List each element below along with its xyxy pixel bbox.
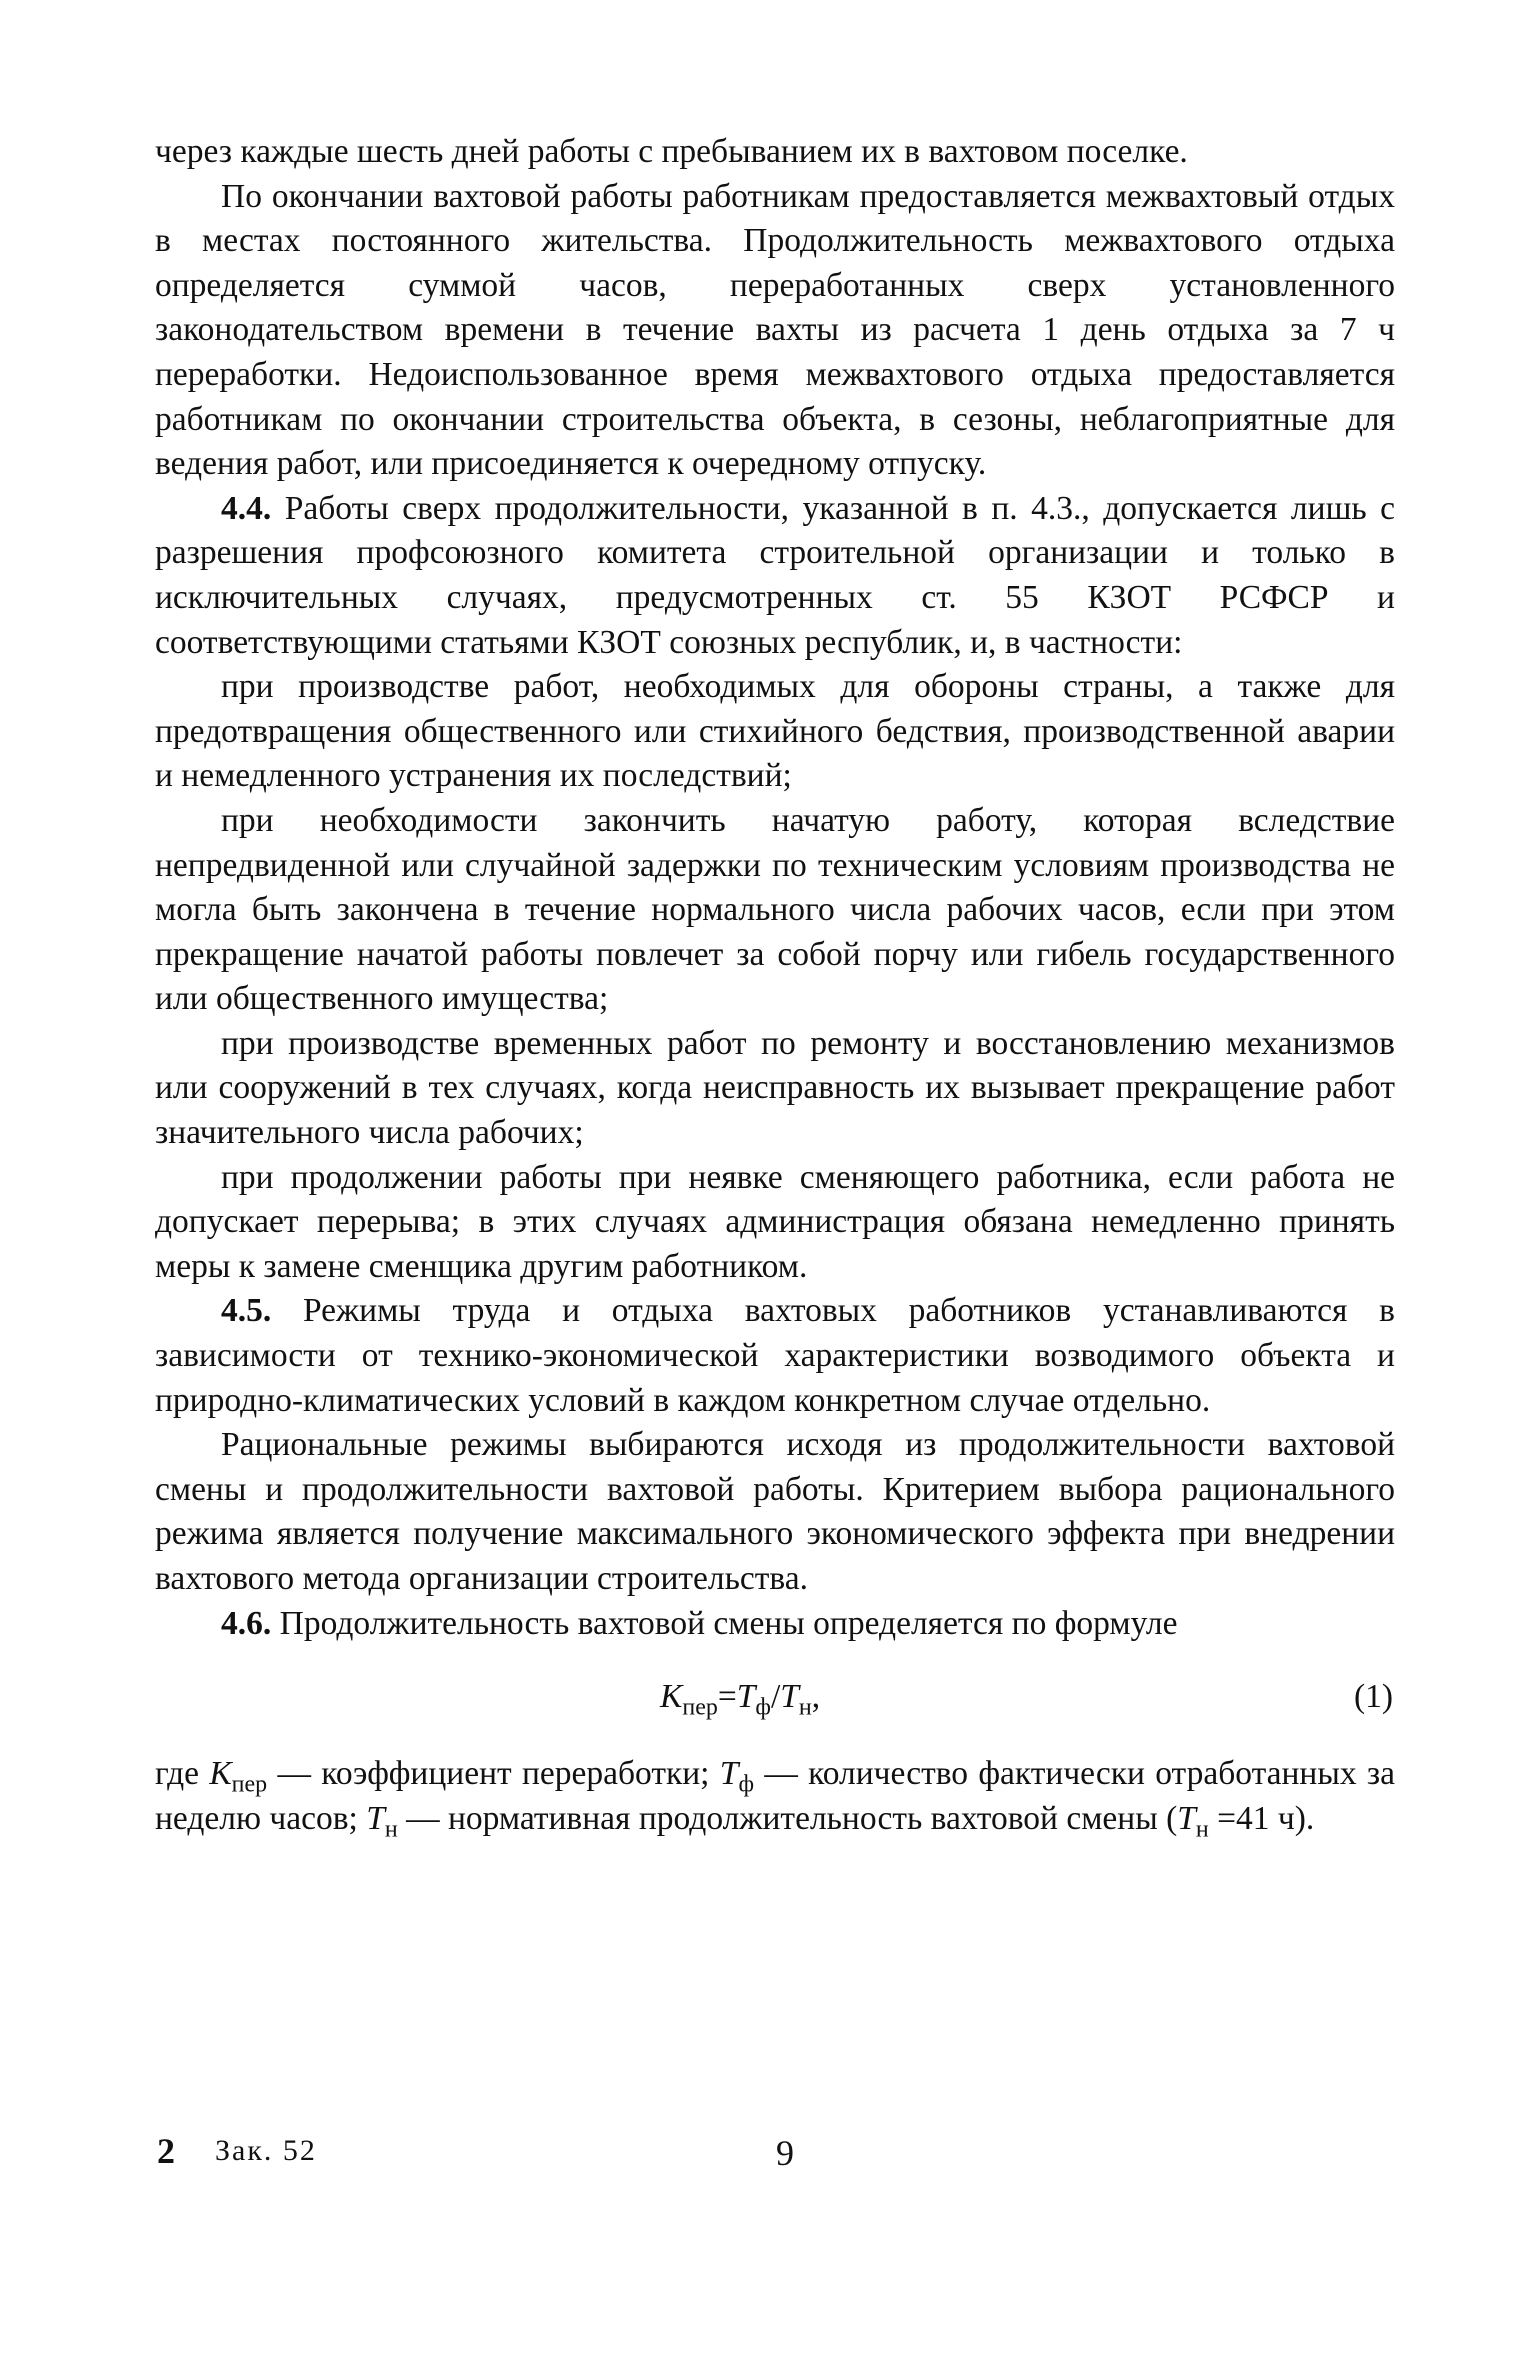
legend-tn-symbol: T — [366, 1799, 385, 1837]
paragraph-repair-works — [155, 1022, 1395, 1156]
section-number: 4.4. — [221, 489, 272, 527]
paragraph-rational-modes — [155, 1423, 1395, 1601]
paragraph-4-4 — [155, 487, 1395, 665]
legend-tf-description: — количество фактически отработанных за неделю часов; — [155, 1755, 1396, 1837]
paragraph-unfinished-work — [155, 799, 1395, 1022]
formula-k-symbol: K — [660, 1678, 683, 1716]
paragraph-text: Режимы труда и отдыха вахтовых работников устанавливаются в зависимости от технико-экономической характеристики возводимого объекта и природно-климатических условий в каждом конкретном случае отдельно. — [155, 1292, 1395, 1419]
formula-expression — [660, 1678, 821, 1721]
formula-legend — [155, 1752, 1395, 1841]
document-page — [155, 130, 1395, 1841]
legend-where: где — [155, 1755, 199, 1793]
equation-number: (1) — [1353, 1678, 1393, 1716]
formula-tn-subscript: н — [798, 1694, 812, 1721]
paragraph-text: Рациональные режимы выбираются исходя из продолжительности вахтовой смены и продолжительности вахтовой работы. Критерием выбора рационального режима является получение максимального экономического эффекта при внедрении вахтового метода организации строительства. — [155, 1426, 1395, 1597]
formula-slash: / — [770, 1678, 781, 1716]
paragraph-4-5 — [155, 1289, 1395, 1423]
legend-tf-symbol: T — [719, 1755, 739, 1793]
legend-tn2-subscript: н — [1195, 1816, 1209, 1843]
legend-tf-subscript: ф — [738, 1771, 754, 1798]
formula-comma: , — [811, 1678, 821, 1716]
legend-tn2-symbol: T — [1177, 1799, 1196, 1837]
signature-number: 2 — [157, 2131, 175, 2171]
legend-k-subscript: пер — [231, 1771, 268, 1798]
paragraph-text: при производстве работ, необходимых для обороны страны, а также для предотвращения общественного или стихийного бедствия, производственной аварии и немедленного устранения их последствий; — [155, 668, 1395, 795]
paragraph-defense-works — [155, 665, 1395, 799]
legend-tn-description: — нормативная продолжительность вахтовой смены ( — [406, 1799, 1178, 1837]
paragraph-4-6 — [155, 1602, 1395, 1647]
paragraph-text: Работы сверх продолжительности, указанной в п. 4.3., допускается лишь с разрешения профсоюзного комитета строительной организации и только в исключительных случаях, предусмотренных ст. 55 КЗОТ РСФСР и соответствующими статьями КЗОТ союзных республик, и, в частности: — [155, 489, 1396, 661]
page-number: 9 — [776, 2133, 794, 2173]
paragraph-text: при производстве временных работ по ремонту и восстановлению механизмов или сооружений в тех случаях, когда неисправность их вызывает прекращение работ значительного числа рабочих; — [155, 1024, 1395, 1152]
section-number: 4.6. — [221, 1604, 272, 1642]
paragraph-text: Продолжительность вахтовой смены определяется по формуле — [279, 1604, 1178, 1642]
formula-tf-symbol: T — [736, 1678, 756, 1716]
legend-k-description: — коэффициент переработки; — [277, 1755, 710, 1793]
paragraph-text: через каждые шесть дней работы с пребыванием их в вахтовом поселке. — [155, 133, 1188, 170]
page-footer — [157, 2130, 1397, 2180]
formula-equals: = — [717, 1678, 737, 1716]
formula-k-subscript: пер — [682, 1694, 718, 1721]
paragraph-text: при продолжении работы при неявке сменяющего работника, если работа не допускает перерыва; в этих случаях администрация обязана немедленно принять меры к замене сменщика другим работником. — [155, 1158, 1395, 1285]
formula-tn-symbol: T — [780, 1678, 799, 1716]
legend-k-symbol: K — [209, 1755, 232, 1793]
formula-1 — [155, 1672, 1395, 1732]
order-mark: Зак. 52 — [215, 2134, 317, 2167]
legend-tn-subscript: н — [384, 1816, 398, 1843]
paragraph-continuation — [155, 130, 1395, 175]
formula-tf-subscript: ф — [755, 1694, 771, 1721]
paragraph-shift-absence — [155, 1156, 1395, 1290]
paragraph-rest-after-shift — [155, 175, 1395, 487]
paragraph-text: при необходимости закончить начатую работу, которая вследствие непредвиденной или случайной задержки по техническим условиям производства не могла быть закончена в течение нормального числа рабочих часов, если при этом прекращение начатой работы повлечет за собой порчу или гибель государственного или общественного имущества; — [155, 801, 1395, 1018]
section-number: 4.5. — [221, 1292, 272, 1330]
legend-tn-value: =41 ч). — [1217, 1799, 1315, 1837]
paragraph-text: По окончании вахтовой работы работникам предоставляется межвахтовый отдых в местах постоянного жительства. Продолжительность межвахтового отдыха определяется суммой часов, переработанных сверх установленного законодательством времени в течение вахты из расчета 1 день отдыха за 7 ч переработки. Недоиспользованное время межвахтового отдыха предоставляется работникам по окончании строительства объекта, в сезоны, неблагоприятные для ведения работ, или присоединяется к очередному отпуску. — [155, 177, 1395, 483]
